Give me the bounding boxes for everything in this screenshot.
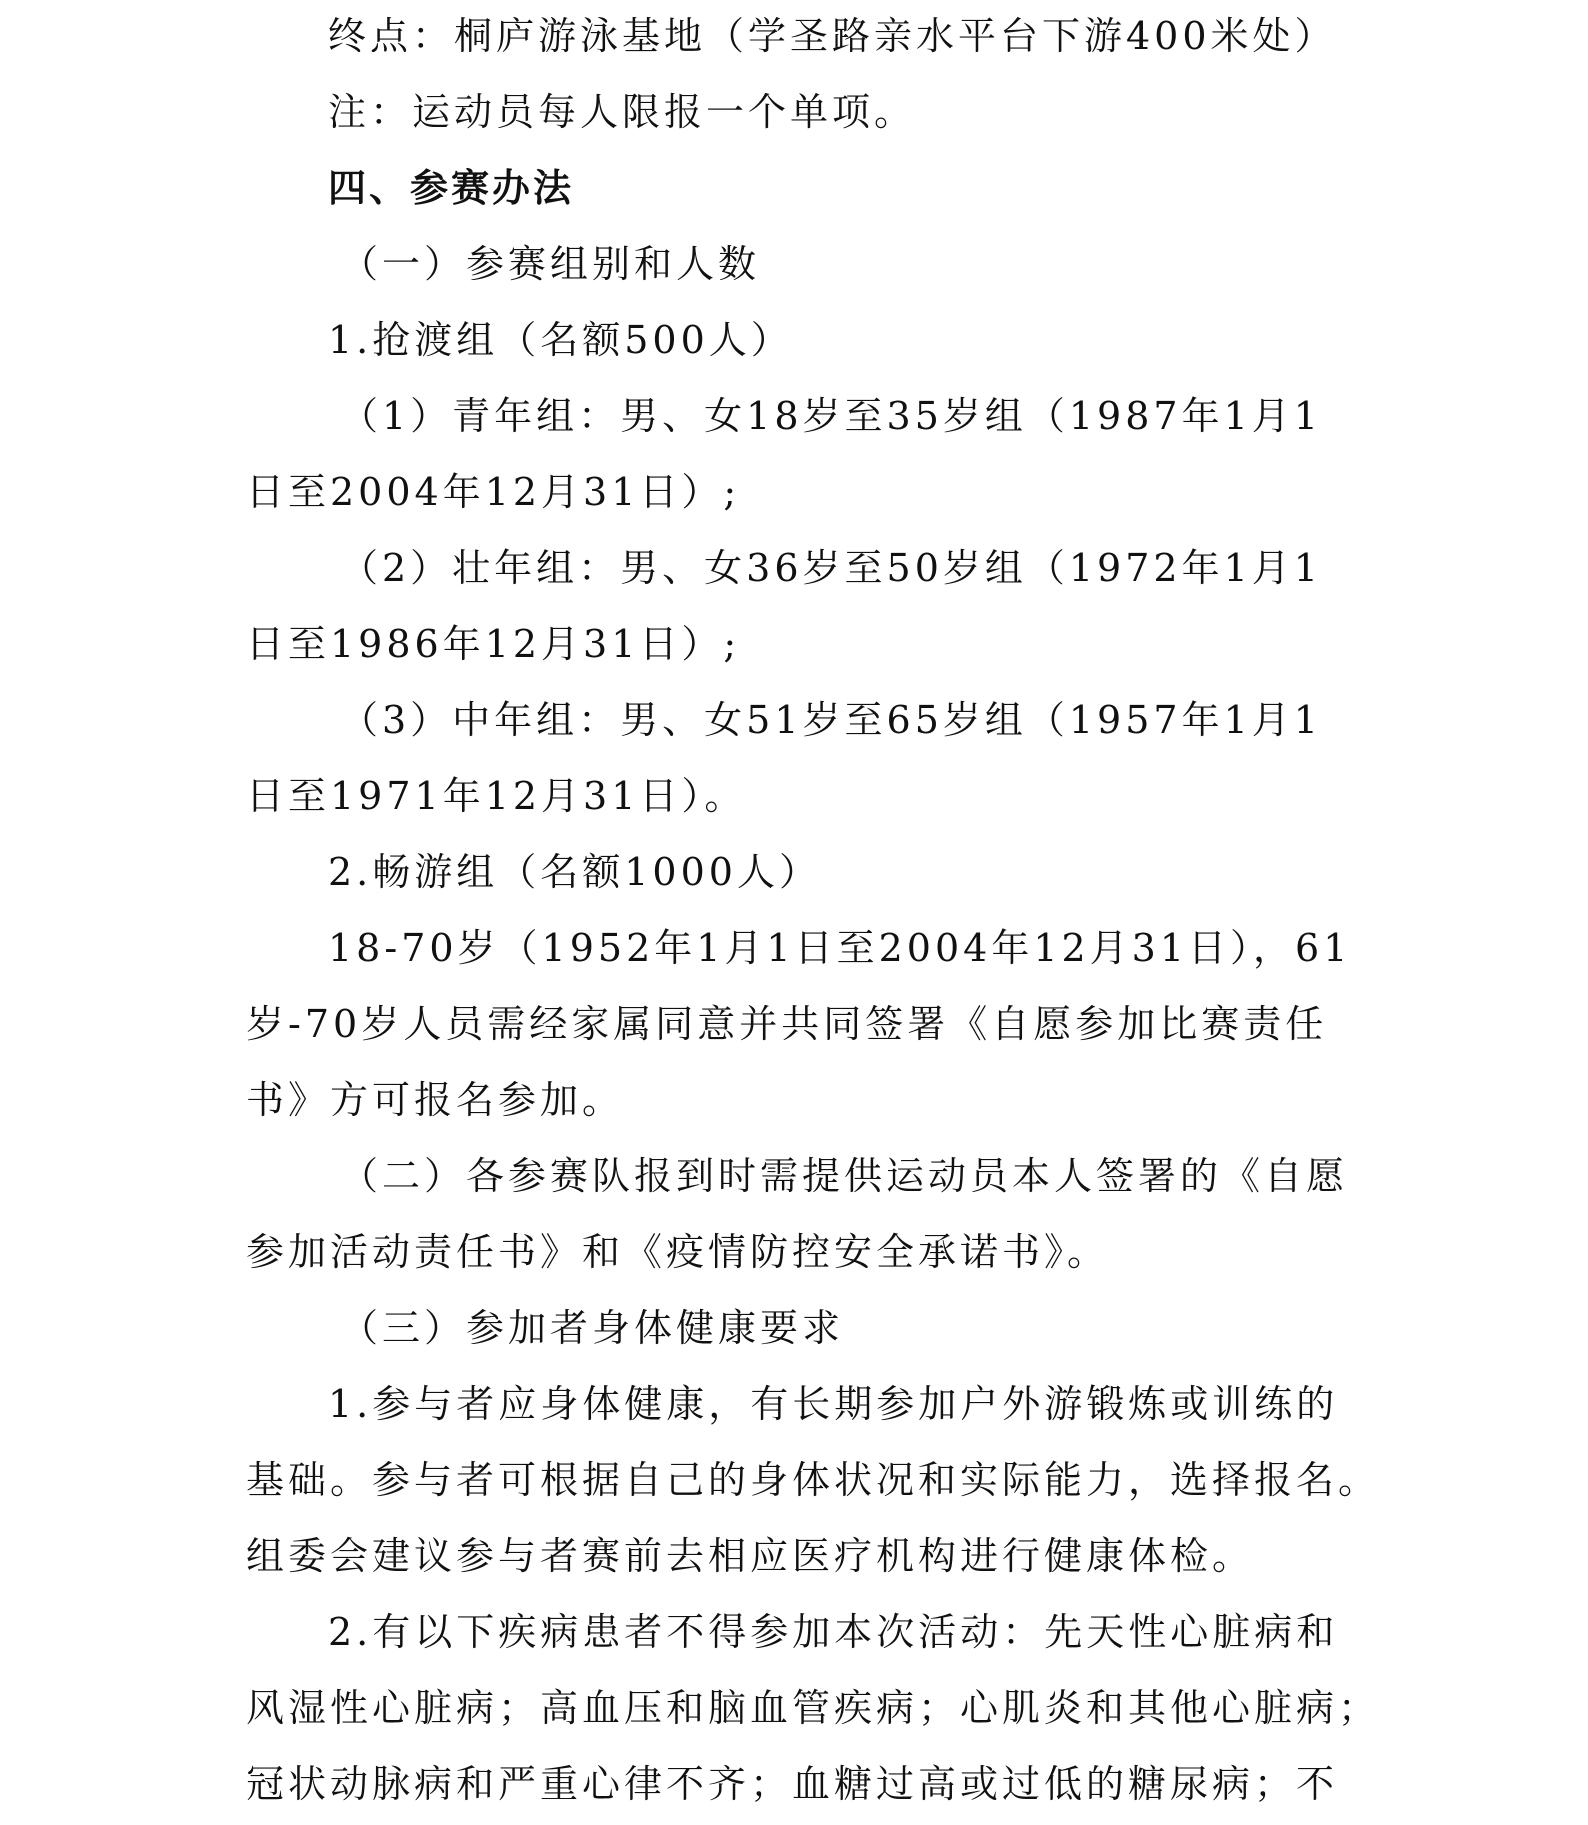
text-line: 日至1986年12月31日）;	[246, 622, 741, 666]
text-line: 基础。参与者可根据自己的身体状况和实际能力，选择报名。	[246, 1458, 1381, 1502]
text-line: （二）各参赛队报到时需提供运动员本人签署的《自愿	[340, 1154, 1349, 1198]
text-line: 参加活动责任书》和《疫情防控安全承诺书》。	[246, 1230, 1110, 1274]
text-line: 组委会建议参与者赛前去相应医疗机构进行健康体检。	[246, 1534, 1255, 1578]
text-line: 18-70岁（1952年1月1日至2004年12月31日），61	[328, 926, 1352, 970]
text-line: 1.参与者应身体健康，有长期参加户外游锻炼或训练的	[328, 1382, 1339, 1426]
text-line-note: 注：运动员每人限报一个单项。	[328, 90, 917, 134]
text-line-endpoint: 终点：桐庐游泳基地（学圣路亲水平台下游400米处）	[328, 14, 1337, 58]
text-line: （2）壮年组：男、女36岁至50岁组（1972年1月1	[340, 546, 1322, 590]
text-line: 岁-70岁人员需经家属同意并共同签署《自愿参加比赛责任	[246, 1002, 1328, 1046]
text-line: （3）中年组：男、女51岁至65岁组（1957年1月1	[340, 698, 1322, 742]
text-line: 书》方可报名参加。	[246, 1078, 625, 1122]
text-line: 日至2004年12月31日）;	[246, 470, 741, 514]
text-line: 日至1971年12月31日）。	[246, 774, 747, 818]
text-line: 1.抢渡组（名额500人）	[328, 318, 793, 362]
text-line: 2.畅游组（名额1000人）	[328, 850, 821, 894]
section-heading: 四、参赛办法	[328, 166, 575, 210]
text-line: 2.有以下疾病患者不得参加本次活动：先天性心脏病和	[328, 1610, 1339, 1654]
subsection-heading: （三）参加者身体健康要求	[340, 1306, 845, 1350]
subsection-heading: （一）参赛组别和人数	[340, 242, 761, 286]
text-line: 冠状动脉病和严重心律不齐；血糖过高或过低的糖尿病；不	[246, 1762, 1339, 1806]
text-line: （1）青年组：男、女18岁至35岁组（1987年1月1	[340, 394, 1322, 438]
text-line: 风湿性心脏病；高血压和脑血管疾病；心肌炎和其他心脏病；	[246, 1686, 1381, 1730]
